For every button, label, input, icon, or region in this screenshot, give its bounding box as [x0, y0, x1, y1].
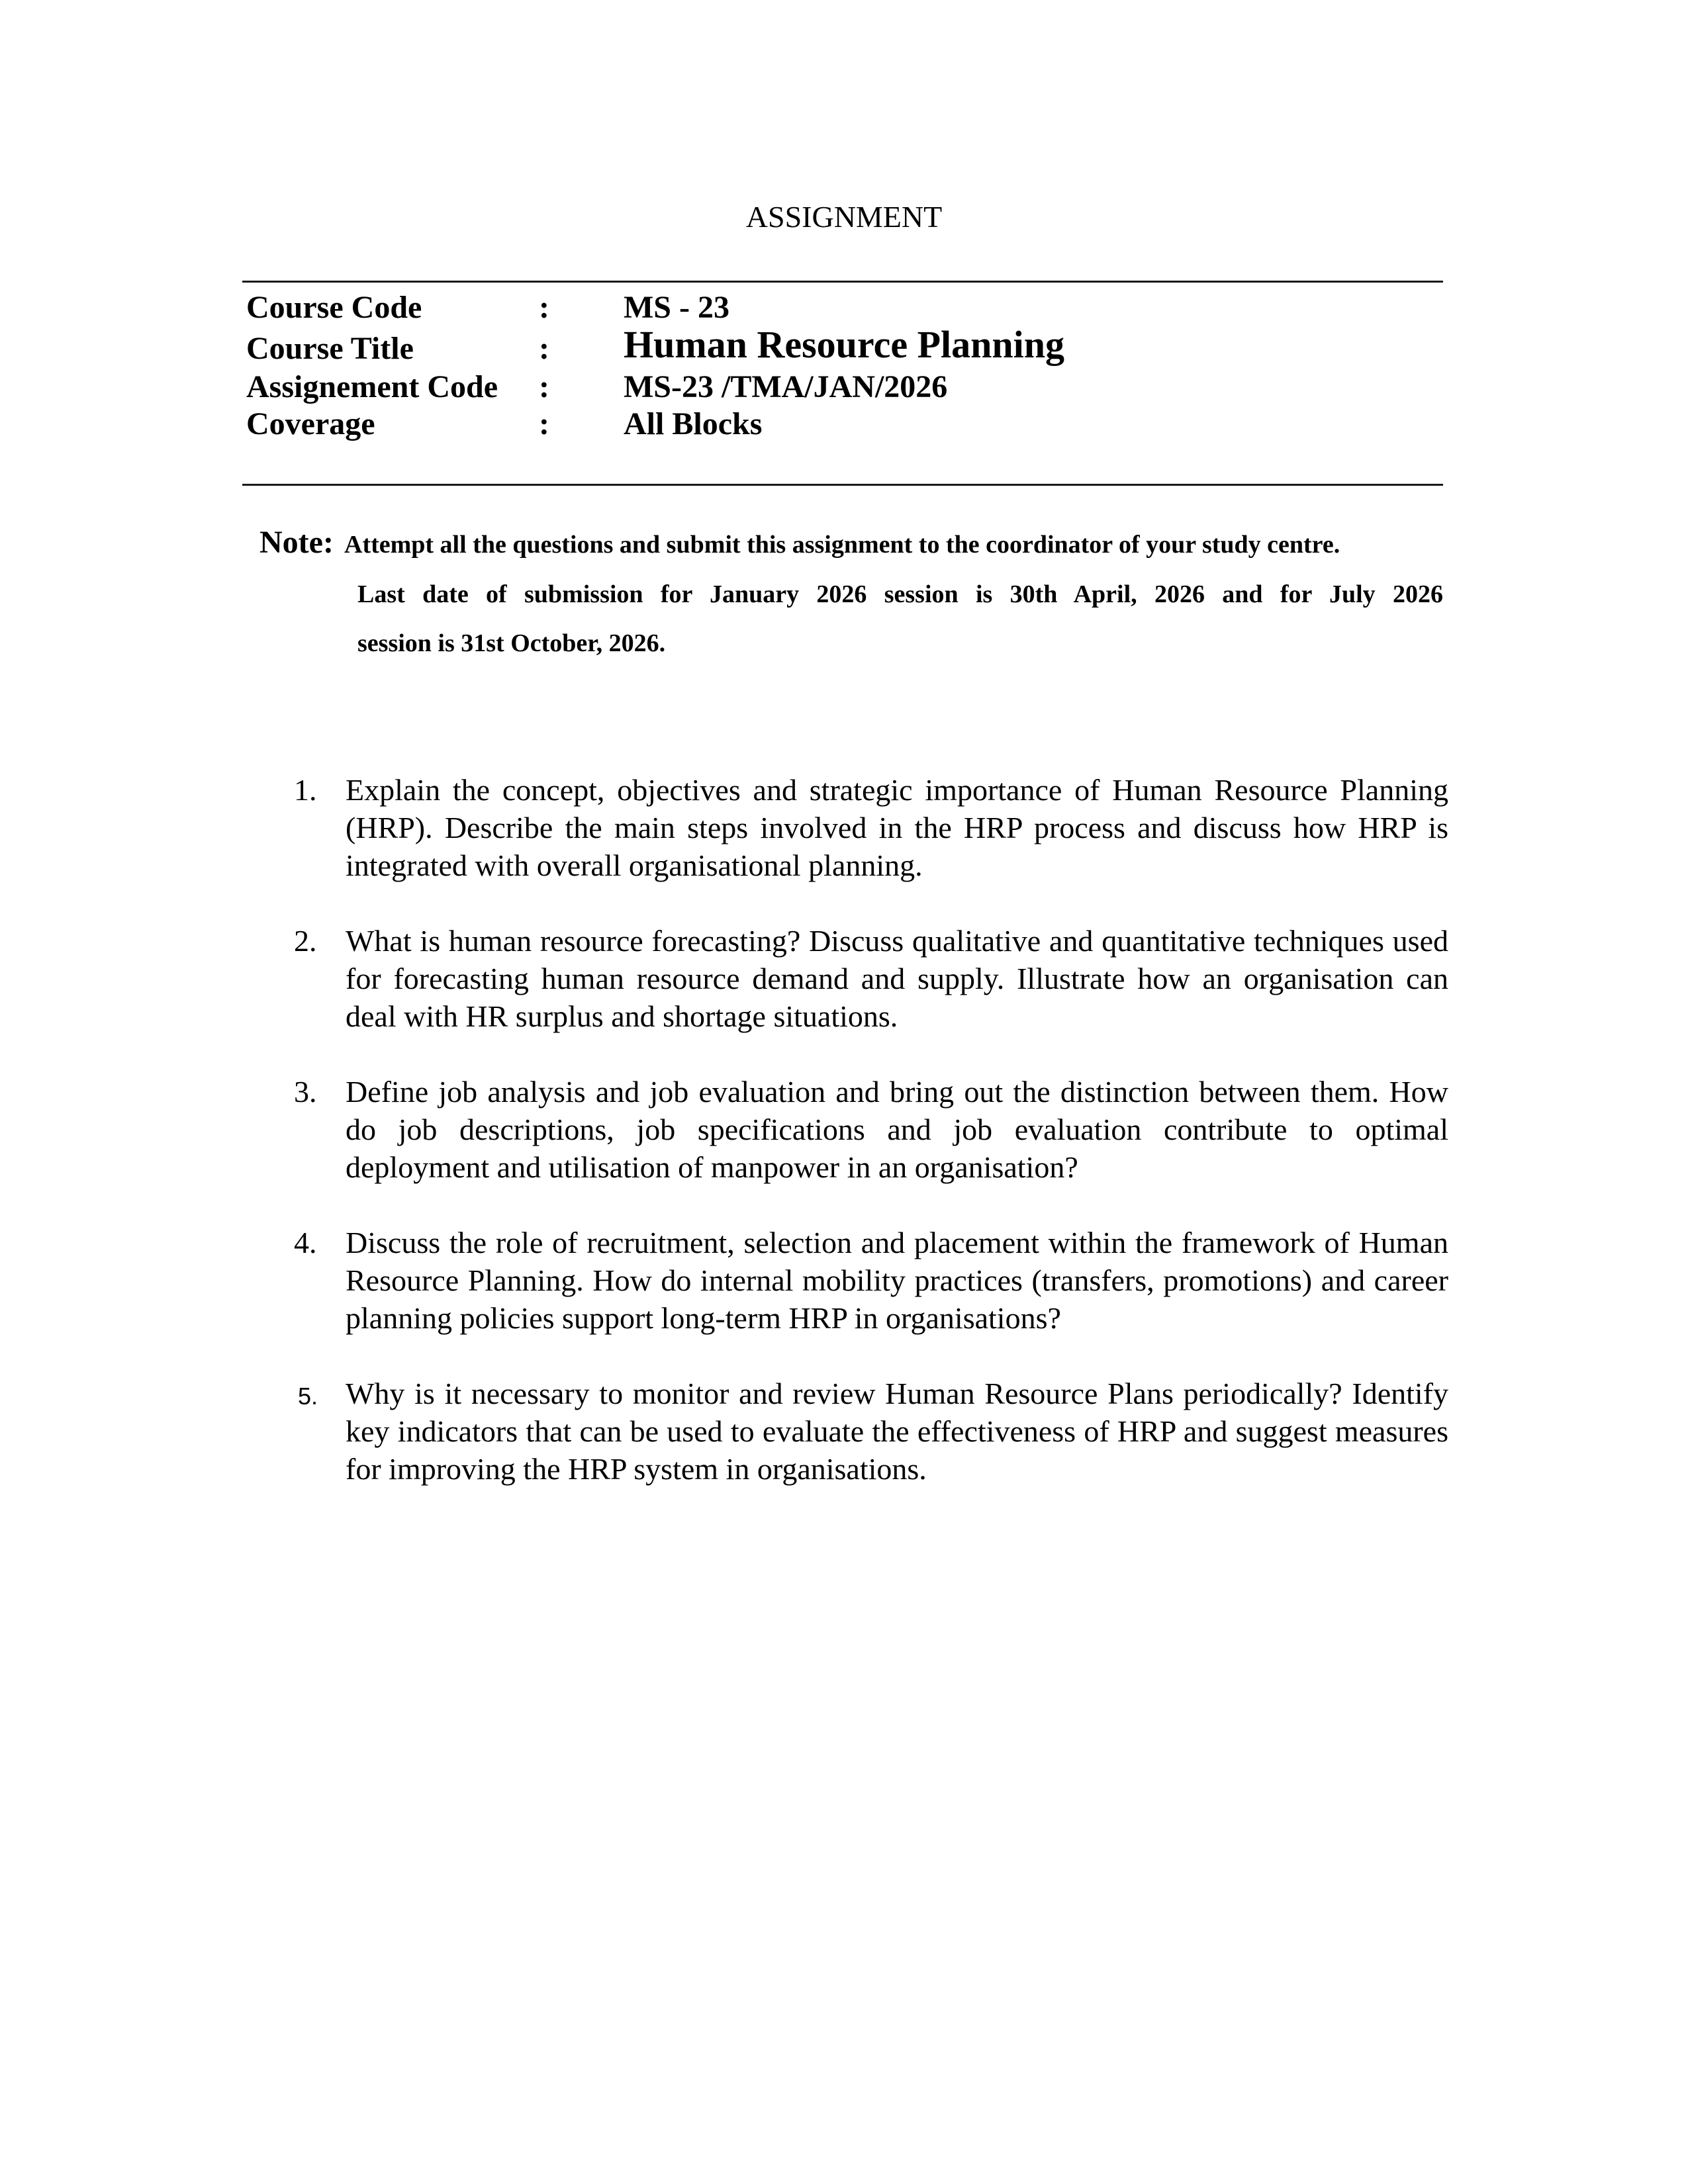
- meta-row-course-title: [246, 323, 1438, 368]
- meta-row-coverage: [246, 405, 1438, 443]
- question-text: What is human resource forecasting? Discuss qualitative and quantitative techniques used for forecasting human resource demand and supply. Illustrate how an organisation can deal with HR surplus and shortage situations.: [346, 924, 1448, 1033]
- question-number: 5.: [298, 1383, 318, 1410]
- meta-row-course-code: [246, 289, 1438, 327]
- note-line: Last date of submission for January 2026 session is 30th April, 2026 and for July 2026: [357, 580, 1443, 608]
- meta-label: Coverage: [246, 406, 375, 441]
- question-text: Discuss the role of recruitment, selection and placement within the framework of Human Resource Planning. How do internal mobility practices (transfers, promotions) and career planning policies support long-term HRP in organisations?: [346, 1226, 1448, 1335]
- question-item: [278, 1224, 1448, 1337]
- question-number: 3.: [294, 1075, 317, 1109]
- top-divider: [242, 281, 1443, 283]
- question-number: 4.: [294, 1226, 317, 1259]
- meta-label: Assignement Code: [246, 369, 498, 404]
- question-item: [278, 922, 1448, 1035]
- page-title: ASSIGNMENT: [745, 200, 943, 234]
- question-item: [278, 1375, 1448, 1488]
- note-line: Attempt all the questions and submit this assignment to the coordinator of your study centre.: [344, 531, 1340, 559]
- meta-colon: :: [539, 406, 549, 441]
- meta-label: Course Title: [246, 331, 414, 366]
- question-text: Explain the concept, objectives and strategic importance of Human Resource Planning (HRP). Describe the main steps involved in the HRP process and discuss how HRP is integrated with overall organisational planning.: [346, 773, 1448, 882]
- question-text: Why is it necessary to monitor and review Human Resource Plans periodically? Identify key indicators that can be used to evaluate the effectiveness of HRP and suggest measures for improving the HRP system in organisations.: [346, 1377, 1448, 1486]
- bottom-divider: [242, 484, 1443, 486]
- note-line: session is 31st October, 2026.: [357, 629, 666, 657]
- question-item: [278, 771, 1448, 884]
- meta-colon: :: [539, 331, 549, 366]
- meta-label: Course Code: [246, 290, 422, 325]
- meta-value: All Blocks: [624, 406, 763, 441]
- question-number: 2.: [294, 924, 317, 958]
- question-list: [278, 771, 1448, 1525]
- meta-row-assignment-code: [246, 368, 1438, 406]
- meta-value: Human Resource Planning: [624, 323, 1065, 366]
- note-label: Note:: [259, 525, 334, 560]
- meta-value: MS-23 /TMA/JAN/2026: [624, 369, 948, 404]
- meta-colon: :: [539, 290, 549, 325]
- question-text: Define job analysis and job evaluation and bring out the distinction between them. How do job descriptions, job specifications and job evaluation contribute to optimal deployment and utilisation of manpower in an organisation?: [346, 1075, 1448, 1184]
- meta-colon: :: [539, 369, 549, 404]
- question-item: [278, 1073, 1448, 1186]
- meta-value: MS - 23: [624, 290, 729, 325]
- question-number: 1.: [294, 773, 317, 807]
